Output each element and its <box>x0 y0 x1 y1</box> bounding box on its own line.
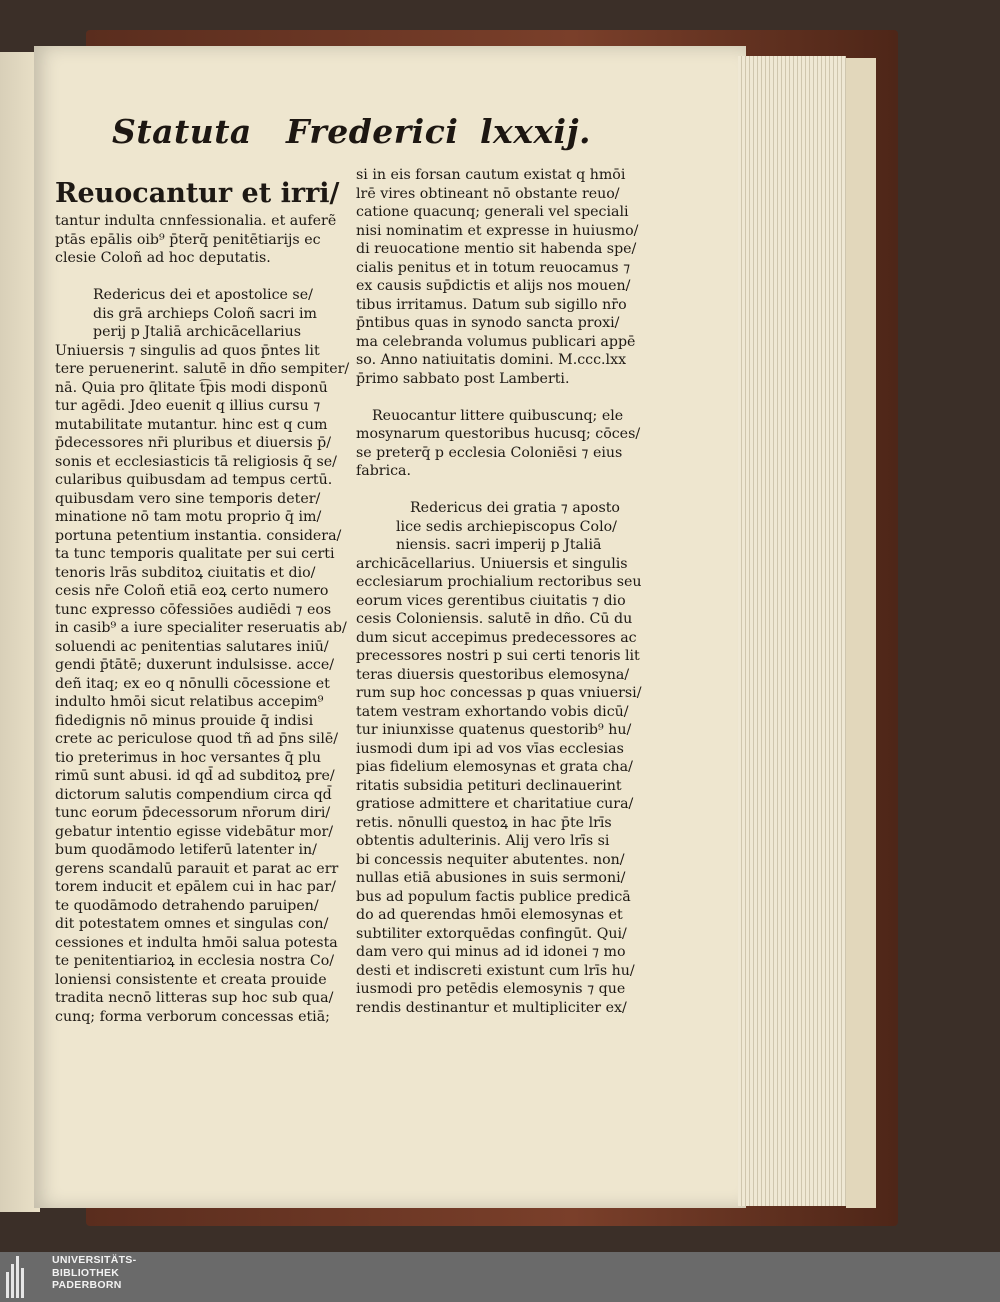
text-line: eorum vices gerentibus ciuitatis ⁊ dio <box>356 592 626 609</box>
text-line: dictorum salutis compendium circa qd̄ <box>55 786 332 803</box>
text-line: torem inducit et epālem cui in hac par/ <box>55 879 336 895</box>
text-line: di reuocatione mentio sit habenda spe/ <box>356 241 637 257</box>
text-line: deñ itaq; ex eo q nōnulli cōcessione et <box>55 675 330 692</box>
text-line <box>356 388 638 407</box>
running-header <box>0 112 1000 162</box>
endsheet <box>846 58 876 1208</box>
text-line: se preterq̄ p ecclesia Coloniēsi ⁊ eius <box>356 444 623 461</box>
text-line: ecclesiarum prochialium rectoribus seu <box>356 574 642 590</box>
text-line: tenoris lrās subditoꝝ ciuitatis et dio/ <box>55 564 316 581</box>
text-line: portuna petentium instantia. considera/ <box>55 527 342 544</box>
text-line: tantur indulta cnnfessionalia. et auferẽ <box>55 213 337 229</box>
text-line <box>356 481 638 500</box>
text-line: tibus irritamus. Datum sub sigillo nr̄o <box>356 296 627 313</box>
text-line: tunc expresso cōfessiōes audiēdi ⁊ eos <box>55 601 332 618</box>
text-line: mosynarum questoribus hucusq; cōces/ <box>356 426 641 442</box>
right-text-column <box>356 166 642 1017</box>
text-line: p̄rimo sabbato post Lamberti. <box>356 370 570 387</box>
text-line: iusmodi pro petēdis elemosynis ⁊ que <box>356 981 626 997</box>
text-line: rimū sunt abusi. id qd̄ ad subditoꝝ pre/ <box>55 768 335 784</box>
text-line: iusmodi dum ipi ad vos vīas ecclesias <box>356 740 624 757</box>
text-line: dit potestatem omnes et singulas con/ <box>55 916 329 932</box>
text-line: in casib⁹ a iure specialiter reseruatis ab/ <box>55 620 347 636</box>
text-line: subtiliter extorquēdas confingūt. Qui/ <box>356 925 627 942</box>
text-line: sonis et ecclesiasticis tā religiosis q̄ se/ <box>55 453 337 470</box>
text-line: niensis. sacri imperij p Jtaliā <box>396 537 602 553</box>
text-line: retis. nōnulli questoꝝ in hac p̄te lrīs <box>356 814 612 831</box>
text-line: loniensi consistente et creata prouide <box>55 971 327 988</box>
header-title-word: Frederici <box>286 112 459 151</box>
text-line: cialis penitus et in totum reuocamus ⁊ <box>356 259 631 276</box>
page-edges <box>738 56 846 1206</box>
folio-number: lxxxij. <box>480 112 592 151</box>
text-line: cunq; forma verborum concessas etiā; <box>55 1008 330 1025</box>
text-line: ex causis sup̄dictis et alijs nos mouen/ <box>356 278 631 294</box>
text-line: p̄ntibus quas in synodo sancta proxi/ <box>356 315 620 331</box>
text-line: cesis Coloniensis. salutē in dño. Cū du <box>356 611 633 627</box>
text-line: gratiose admittere et charitatiue cura/ <box>356 796 634 812</box>
text-line: dum sicut accepimus predecessores ac <box>356 629 637 646</box>
text-line: crete ac periculose quod tñ ad p̄ns silē/ <box>55 731 339 747</box>
text-line: bus ad populum factis publice predicā <box>356 888 631 905</box>
text-line <box>55 268 317 287</box>
text-line: minatione nō tam motu proprio q̄ im/ <box>55 509 322 525</box>
text-line: Uniuersis ⁊ singulis ad quos p̄ntes lit <box>55 342 320 359</box>
text-line: tatem vestram exhortando vobis dicū/ <box>356 703 629 720</box>
text-line: soluendi ac penitentias salutares iniū/ <box>55 638 329 655</box>
text-line: ma celebranda volumus publicari appē <box>356 333 636 350</box>
text-line: Redericus dei gratia ⁊ aposto <box>410 500 620 516</box>
text-line: tere peruenerint. salutē in dño sempiter/ <box>55 361 350 377</box>
text-line: gendi p̄tātē; duxerunt indulsisse. acce/ <box>55 657 335 673</box>
text-line: do ad querendas hmōi elemosynas et <box>356 907 623 923</box>
library-logo-icon <box>6 1256 26 1298</box>
text-line: tio preterimus in hoc versantes q̄ plu <box>55 749 321 766</box>
text-line: lice sedis archiepiscopus Colo/ <box>396 518 617 535</box>
text-line: fabrica. <box>356 463 412 479</box>
text-line: indulto hmōi sicut relatibus accepim⁹ <box>55 694 324 710</box>
text-line: obtentis adulterinis. Alij vero lrīs si <box>356 833 610 849</box>
text-line: si in eis forsan cautum existat q hmōi <box>356 167 626 183</box>
text-line: ta tunc temporis qualitate per sui certi <box>55 546 335 562</box>
text-line: so. Anno natiuitatis domini. M.ccc.lxx <box>356 352 627 368</box>
text-line: dam vero qui minus ad id idonei ⁊ mo <box>356 944 626 960</box>
text-line: precessores nostri p sui certi tenoris lit <box>356 648 640 664</box>
text-line: Reuocantur littere quibuscunq; ele <box>372 407 624 424</box>
text-line: rendis destinantur et multipliciter ex/ <box>356 999 627 1016</box>
text-line: teras diuersis questoribus elemosyna/ <box>356 666 630 683</box>
text-line: bi concessis nequiter abutentes. non/ <box>356 851 625 868</box>
text-line: mutabilitate mutantur. hinc est q cum <box>55 416 328 433</box>
text-line: bum quodāmodo letiferū latenter in/ <box>55 842 317 858</box>
text-line: gerens scandalū parauit et parat ac err <box>55 860 339 877</box>
text-line: clesie Coloñ ad hoc deputatis. <box>55 250 271 266</box>
text-line: tunc eorum p̄decessorum nr̄orum diri/ <box>55 805 331 821</box>
text-line: perij p Jtaliā archicācellarius <box>93 324 302 340</box>
text-line: lrē vires obtineant nō obstante reuo/ <box>356 185 620 202</box>
text-line: pias fidelium elemosynas et grata cha/ <box>356 759 633 775</box>
text-line: Redericus dei et apostolice se/ <box>93 287 313 303</box>
text-line: gebatur intentio egisse videbātur mor/ <box>55 823 334 840</box>
text-line: archicācellarius. Uniuersis et singulis <box>356 555 628 572</box>
text-line: cesis nr̄e Coloñ etiā eoꝝ certo numero <box>55 583 329 599</box>
library-footer <box>0 1252 1000 1302</box>
text-line: dis grā archieps Coloñ sacri im <box>93 305 318 322</box>
text-line: fidedignis nō minus prouide q̄ indisi <box>55 712 314 729</box>
text-line: tur iniunxisse quatenus questorib⁹ hu/ <box>356 722 632 738</box>
library-name: UNIVERSITÄTS- BIBLIOTHEK PADERBORN <box>52 1254 137 1291</box>
text-line: nisi nominatim et expresse in huiusmo/ <box>356 222 639 239</box>
text-line: nullas etiā abusiones in suis sermoni/ <box>356 870 626 886</box>
text-line: nā. Quia pro q̄litate t͡pis modi disponū <box>55 379 328 396</box>
text-line: te quodāmodo detrahendo paruipen/ <box>55 897 319 914</box>
header-title-word: Statuta <box>112 112 252 151</box>
text-line: p̄decessores nr̄i pluribus et diuersis p̄/ <box>55 435 332 451</box>
text-line: tur agēdi. Jdeo euenit q illius cursu ⁊ <box>55 398 321 414</box>
text-line: ritatis subsidia petituri declinauerint <box>356 777 622 794</box>
text-line: quibusdam vero sine temporis deter/ <box>55 490 321 507</box>
left-text-column <box>55 176 350 1026</box>
text-line: cularibus quibusdam ad tempus certū. <box>55 472 333 488</box>
text-line: cessiones et indulta hmōi salua potesta <box>55 934 338 951</box>
text-line: tradita necnō litteras sup hoc sub qua/ <box>55 990 334 1006</box>
text-line: desti et indiscreti existunt cum lrīs hu/ <box>356 962 635 979</box>
text-line: ptās epālis oib⁹ p̄terq̄ penitētiarijs ec <box>55 231 321 248</box>
section-heading: Reuocantur et irri/ <box>55 178 340 209</box>
text-line: te penitentiarioꝝ in ecclesia nostra Co/ <box>55 953 335 969</box>
text-line: rum sup hoc concessas p quas vniuersi/ <box>356 685 642 701</box>
text-line: catione quacunq; generali vel speciali <box>356 204 629 220</box>
